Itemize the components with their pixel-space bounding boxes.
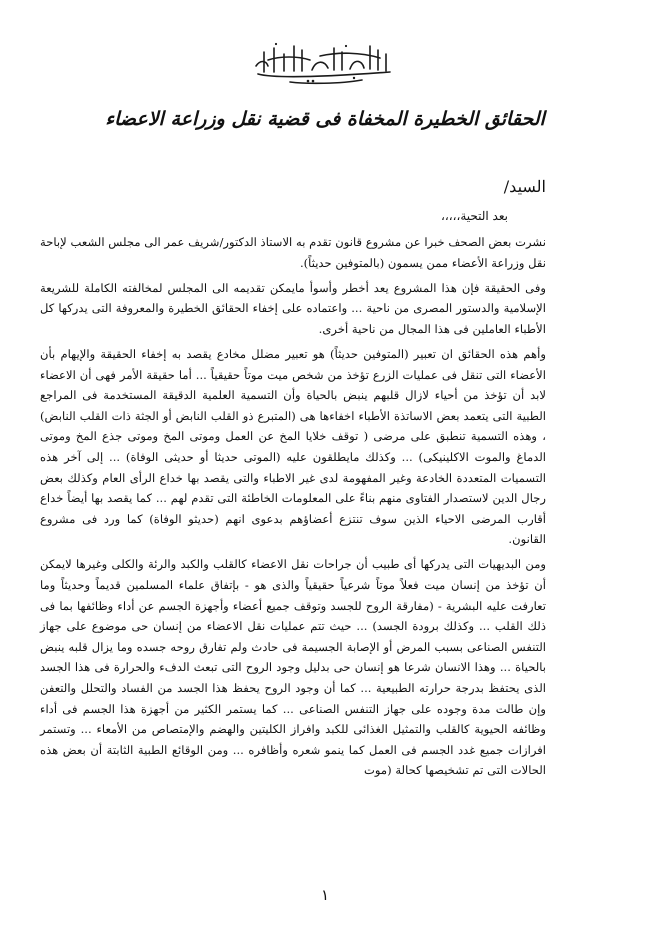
page-number: ١: [320, 886, 330, 904]
document-title: الحقائق الخطيرة المخفاة فى قضية نقل وزراعة الاعضاء: [105, 108, 545, 130]
paragraph: وأهم هذه الحقائق ان تعبير (المتوفين حديثاً) هو تعبير مضلل مخادع يقصد به إخفاء الحقيقة والإيهام بأن الأعضاء التى تنقل فى عمليات الزرع تؤخذ من شخص ميت موتاً حقيقياً ... أما حقيقة الأمر فهى أن الاعضاء لابد أن تؤخذ من أحياء لازال قلبهم ينبض بالحياة وأن التسمية العلمية الدقيقة المستخدمة فى المراجع الطبية التى يتعمد بعض الاساتذة الأطباء اخفاءها هى (المتبرع ذو القلب النابض أو الجثة ذات القلب النابض) ، وهذه التسمية تنطبق على مرضى ( توقف خلايا المخ عن العمل وموتى المخ وموتى جذع المخ وموتى الدماغ والموت الاكلينيكى) ... وكذلك مايطلقون عليه (الموتى حديثا أو حديثى الوفاة) ... إلى آخر هذه التسميات المتعددة الخادعة وغير المفهومة لدى غير الاطباء والتى يقصد بها خداع الرأى العام وكذلك بعض رجال الدين لاستصدار الفتاوى منهم بناءً على المعلومات الخاطئة التى تقدم لهم ... كما يقصد بها أيضاً خداع أقارب المرضى الاحياء الذين سوف تنتزع أعضاؤهم بدعوى انهم (حديثو الوفاة) كما ورد فى مشروع القانون.: [40, 346, 546, 547]
basmala-calligraphy-icon: [250, 38, 400, 86]
paragraph: وفى الحقيقة فإن هذا المشروع يعد أخطر وأسوأ مايمكن تقديمه الى المجلس لمخالفته الكاملة للشريعة الإسلامية والدستور المصرى من ناحية ... واعتماده على إخفاء الحقائق الخطيرة والمعروفة التى يدركها كل الأطباء العاملين فى هذا المجال من ناحية أخرى.: [40, 280, 546, 336]
salutation: السيد/: [503, 177, 546, 196]
paragraph: نشرت بعض الصحف خبرا عن مشروع قانون تقدم به الاستاذ الدكتور/شريف عمر الى مجلس الشعب لإباحة نقل وزراعة الأعضاء ممن يسمون (بالمتوفين حديثاً).: [40, 235, 546, 270]
basmala-calligraphy: [0, 38, 650, 90]
document-body: [40, 232, 546, 785]
greeting: بعد التحية،،،،،: [440, 209, 508, 223]
paragraph: ومن البديهيات التى يدركها أى طبيب أن جراحات نقل الاعضاء كالقلب والكبد والرئة والكلى وغيرها لايمكن أن تؤخذ من إنسان ميت فعلاً موتاً شرعياً حقيقياً والذى هو - بإتفاق علماء المسلمين قديماً وحديثاً وما تعارفت عليه البشرية - (مفارقة الروح للجسد وتوقف جميع أعضاء وأجهزة الجسم عن أداء وظائفها بما فى ذلك القلب ... وكذلك برودة الجسد) ... حيث تتم عمليات نقل الاعضاء من إنسان حى موضوع على جهاز التنفس الصناعى بسبب المرض أو الإصابة الجسيمة فى حادث ولم تفارق روحه جسده وما يزال قلبه ينبض بالحياة ... وهذا الانسان شرعا هو إنسان حى بدليل وجود الروح التى تبعث الدفء والحرارة فى هذا الجسد الذى يحتفظ بدرجة حرارته الطبيعية ... كما أن وجود الروح يحفظ هذا الجسد من الفساد والتحلل والتعفن وإن طالت مدة وجوده على جهاز التنفس الصناعى ... كما يستمر الكثير من أجهزة هذا الجسم فى أداء وظائفه الحيوية كالقلب والتمثيل الغذائى للكبد وافراز الكليتين والهضم والإمتصاص من الأمعاء ... وتستمر افرازات جميع غدد الجسم فى العمل كما ينمو شعره وأظافره ... ومن الوقائع الطبية الثابتة أن بعض هذه الحالات التى تم تشخيصها كحالة (موت: [40, 557, 546, 778]
